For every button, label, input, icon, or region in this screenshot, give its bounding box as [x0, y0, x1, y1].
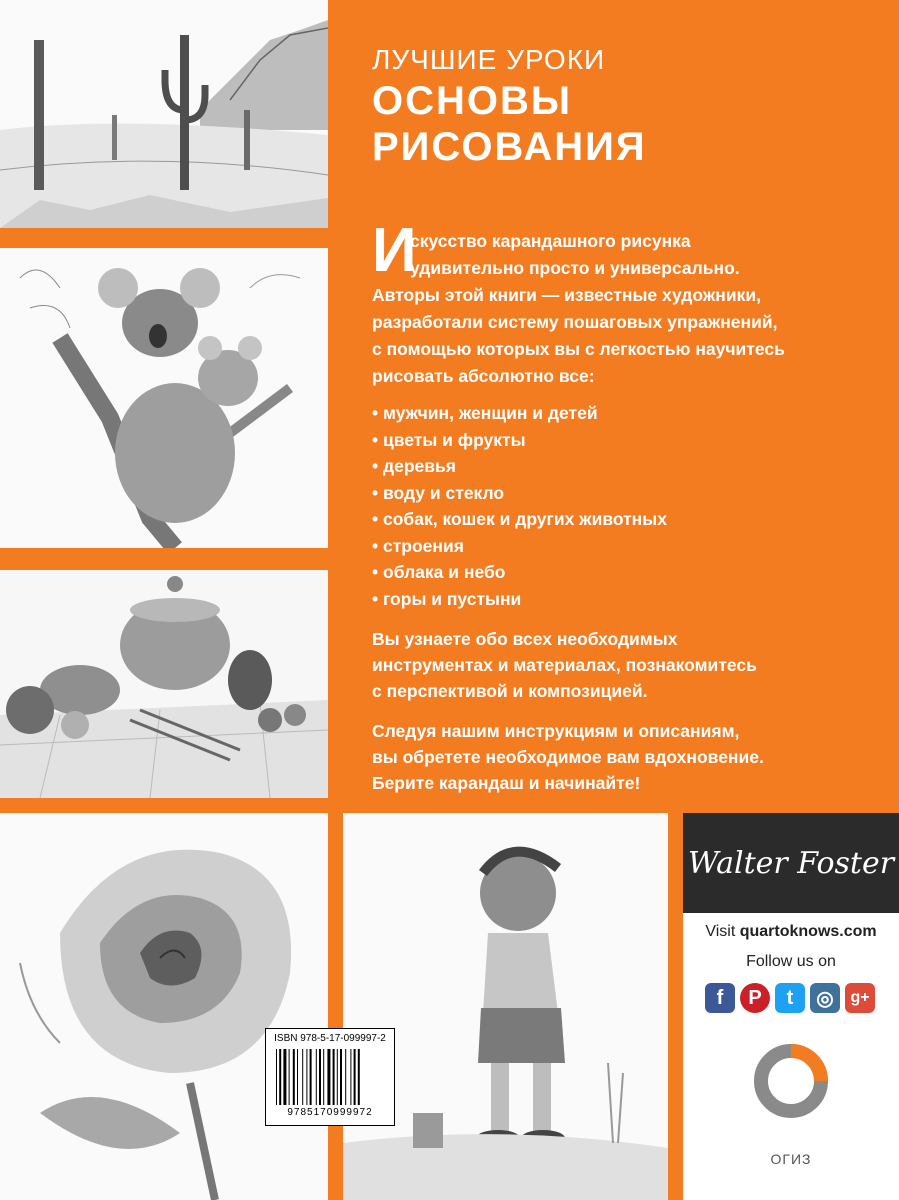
list-item: • облака и небо — [372, 559, 872, 586]
barcode-box — [265, 1028, 395, 1126]
barcode-bar — [333, 1049, 335, 1105]
sidebar-info — [683, 913, 899, 1200]
barcode-bar — [289, 1049, 290, 1105]
barcode-bar — [345, 1049, 346, 1105]
koala-illustration — [0, 248, 328, 548]
list-item: • строения — [372, 533, 872, 560]
paragraph-line: с перспективой и композицией. — [372, 681, 648, 701]
intro-line: скусство карандашного рисунка — [410, 231, 691, 251]
pinterest-icon[interactable]: P — [740, 983, 770, 1013]
materials-paragraph — [372, 626, 872, 704]
closing-paragraph — [372, 718, 872, 796]
barcode-bar — [306, 1049, 307, 1105]
walter-foster-logo — [683, 813, 899, 913]
paragraph-line: Следуя нашим инструкциям и описаниям, — [372, 721, 740, 741]
barcode-bars — [274, 1049, 386, 1105]
child-illustration — [343, 813, 668, 1200]
intro-line: рисовать абсолютно все: — [372, 366, 595, 386]
list-item: • собак, кошек и других животных — [372, 506, 872, 533]
follow-us: Follow us on — [746, 953, 836, 970]
book-title-line2: РИСОВАНИЯ — [372, 125, 647, 169]
list-item: • цветы и фрукты — [372, 427, 872, 454]
instagram-icon[interactable]: ◎ — [810, 983, 840, 1013]
website-link[interactable]: quartoknows.com — [739, 923, 877, 940]
barcode-bar — [358, 1049, 360, 1105]
list-item: • горы и пустыни — [372, 586, 872, 613]
paragraph-line: инструментах и материалах, познакомитесь — [372, 655, 757, 675]
imprint-name: ОГИЗ — [770, 1151, 812, 1167]
paragraph-line: вы обретете необходимое вам вдохновение. — [372, 747, 764, 767]
drop-cap: И — [372, 216, 417, 285]
twitter-icon[interactable]: t — [775, 983, 805, 1013]
intro-line: удивительно просто и универсально. — [410, 258, 740, 278]
barcode-bar — [310, 1049, 312, 1105]
rose-illustration — [0, 813, 328, 1200]
barcode-bar — [302, 1049, 303, 1105]
facebook-icon[interactable]: f — [705, 983, 735, 1013]
ogiz-logo-icon — [751, 1041, 831, 1121]
barcode-bar — [279, 1049, 281, 1105]
list-item: • воду и стекло — [372, 480, 872, 507]
paragraph-line: Берите карандаш и начинайте! — [372, 773, 641, 793]
intro-line: Авторы этой книги — известные художники, — [372, 285, 761, 305]
barcode-bar — [293, 1049, 295, 1105]
barcode-bar — [316, 1049, 317, 1105]
desert-cactus-illustration — [0, 0, 328, 228]
logo-text: Walter Foster — [687, 845, 895, 881]
social-icons — [705, 983, 875, 1013]
barcode-bar — [283, 1049, 286, 1105]
list-item: • мужчин, женщин и детей — [372, 400, 872, 427]
description-block — [372, 42, 872, 796]
intro-line: разработали систему пошаговых упражнений, — [372, 312, 778, 332]
barcode-bar — [319, 1049, 321, 1105]
googleplus-icon[interactable]: g+ — [845, 983, 875, 1013]
barcode-bar — [350, 1049, 351, 1105]
barcode-bar — [297, 1049, 298, 1105]
series-title: ЛУЧШИЕ УРОКИ — [372, 44, 606, 75]
topics-list — [372, 400, 872, 612]
barcode-bar — [327, 1049, 330, 1105]
still-life-illustration — [0, 570, 328, 798]
visit-line — [683, 923, 899, 941]
list-item: • деревья — [372, 453, 872, 480]
intro-paragraph — [372, 216, 872, 390]
barcode-bar — [276, 1049, 277, 1105]
book-title-line1: ОСНОВЫ — [372, 79, 573, 123]
barcode-bar — [337, 1049, 338, 1105]
barcode-bar — [323, 1049, 324, 1105]
ean-text: 9785170999972 — [287, 1107, 373, 1118]
barcode-bar — [340, 1049, 342, 1105]
visit-prefix: Visit — [705, 923, 740, 940]
intro-line: с помощью которых вы с легкостью научитесь — [372, 339, 785, 359]
paragraph-line: Вы узнаете обо всех необходимых — [372, 629, 678, 649]
isbn-text: ISBN 978-5-17-099997-2 — [274, 1033, 386, 1044]
publisher-sidebar — [683, 813, 899, 1200]
barcode-bar — [354, 1049, 356, 1105]
